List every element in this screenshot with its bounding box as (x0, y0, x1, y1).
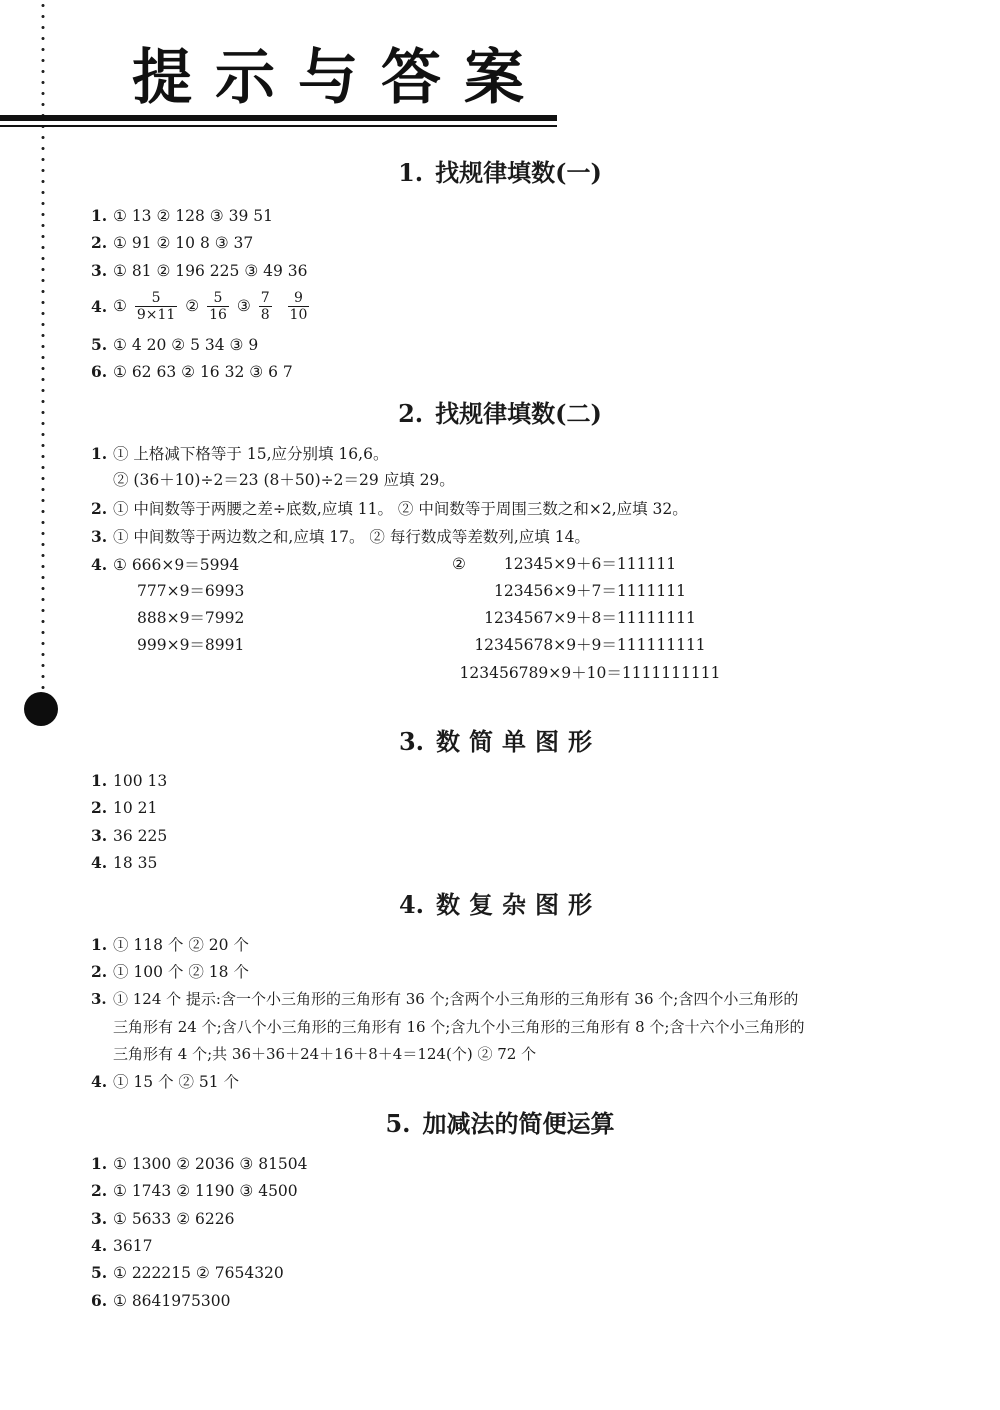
answer-line: 4. 18 35 (91, 853, 158, 872)
equation-line: 123456789×9＋10＝1111111111 (459, 664, 721, 682)
answer-line: 1. ① 1300 ② 2036 ③ 81504 (91, 1154, 308, 1173)
answer-line-cont: 三角形有 24 个;含八个小三角形的三角形有 16 个;含九个小三角形的三角形有 8 个;含十六个小三角形的 (113, 1018, 805, 1036)
answer-line: 1. ① 118 个 ② 20 个 (91, 935, 249, 954)
answer-line: 6. ① 62 63 ② 16 32 ③ 6 7 (91, 362, 293, 381)
circled-marker: ② (452, 555, 466, 573)
answer-line: 4. ① 666×9＝5994 (91, 555, 240, 574)
section-3-title: 3. 数简单图形 (398, 727, 602, 756)
answer-line-cont: 三角形有 4 个;共 36＋36＋24＋16＋8＋4＝124(个) ② 72 个 (113, 1045, 537, 1063)
section-1-title: 1. 找规律填数(一) (398, 158, 602, 187)
answer-line-cont: 777×9＝6993 (137, 582, 245, 600)
fraction: $\frac{9}{10}$ (289, 290, 308, 324)
answer-line-cont: 999×9＝8991 (137, 636, 245, 654)
answer-line: 1. ① 上格减下格等于 15,应分别填 16,6。 (91, 444, 389, 463)
section-2-title: 2. 找规律填数(二) (398, 399, 602, 428)
answer-line: 2. 10 21 (91, 798, 158, 817)
answer-line: 6. ① 8641975300 (91, 1291, 231, 1310)
section-4-title: 4. 数复杂图形 (398, 890, 602, 919)
fraction: $\frac{7}{8}$ (260, 290, 270, 324)
equation-line: 123456×9＋7＝1111111 (494, 582, 686, 600)
answer-line: 3. ① 中间数等于两边数之和,应填 17。 ② 每行数成等差数列,应填 14。 (91, 527, 590, 546)
answer-line: 4. ① 15 个 ② 51 个 (91, 1072, 240, 1091)
answer-line: 5. ① 222215 ② 7654320 (91, 1263, 284, 1282)
answer-line: 1. 100 13 (91, 771, 168, 790)
binding-dots (40, 0, 46, 700)
answer-line-cont: ② (36＋10)÷2＝23 (8＋50)÷2＝29 应填 29。 (113, 471, 455, 489)
answer-line: 1. ① 13 ② 128 ③ 39 51 (91, 206, 274, 225)
answer-line: 2. ① 中间数等于两腰之差÷底数,应填 11。 ② 中间数等于周围三数之和×2,应填 32。 (91, 499, 688, 518)
equation-line: 1234567×9＋8＝11111111 (484, 609, 696, 627)
equation-line: 12345678×9＋9＝111111111 (474, 636, 706, 654)
fraction: $\frac{5}{9\times 11}$ (136, 290, 176, 324)
answer-line: 5. ① 4 20 ② 5 34 ③ 9 (91, 335, 259, 354)
section-5-title: 5. 加减法的简便运算 (385, 1109, 615, 1138)
answer-line: 2. ① 91 ② 10 8 ③ 37 (91, 233, 254, 252)
answer-line: 2. ① 100 个 ② 18 个 (91, 962, 249, 981)
answer-line: 3. ① 124 个 提示:含一个小三角形的三角形有 36 个;含两个小三角形的三角形有 36 个;含四个小三角形的 (91, 990, 799, 1008)
answer-line: 2. ① 1743 ② 1190 ③ 4500 (91, 1181, 298, 1200)
answer-line: 4. 3617 (91, 1236, 153, 1255)
title-rule-thin (0, 125, 557, 127)
answer-line-fractions: 4. ① $\frac{5}{9\times 11}$ ② $\frac{5}{16}$ ③ $\frac{7}{8}$ $\frac{9}{10}$ (91, 290, 308, 324)
page-title: 提示与答案 (132, 43, 547, 113)
fraction: $\frac{5}{16}$ (209, 290, 227, 324)
binding-hole (24, 692, 58, 726)
answer-line: 3. ① 5633 ② 6226 (91, 1209, 235, 1228)
answer-line: 3. 36 225 (91, 826, 168, 845)
equation-line: 12345×9＋6＝111111 (503, 555, 677, 573)
answer-line: 3. ① 81 ② 196 225 ③ 49 36 (91, 261, 308, 280)
answer-line-cont: 888×9＝7992 (137, 609, 245, 627)
title-rule-thick (0, 115, 557, 121)
